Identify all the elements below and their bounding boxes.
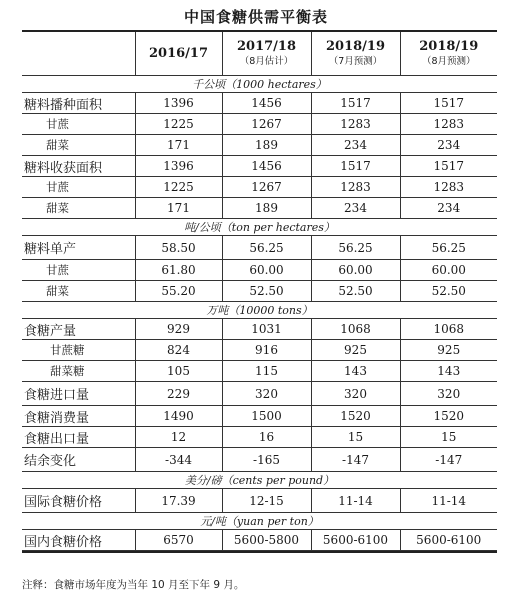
- cell-value: 58.50: [135, 236, 222, 260]
- header-col-2-label: 2017/18: [236, 38, 297, 54]
- header-col-3-sub: （7月预测）: [328, 55, 383, 67]
- row-label: 国际食糖价格: [22, 489, 135, 513]
- table-row-yield: [22, 236, 497, 260]
- document-title: 中国食糖供需平衡表: [183, 8, 328, 26]
- cell-value: 234: [311, 135, 400, 156]
- cell-value: -165: [222, 448, 311, 472]
- cell-value: 17.39: [135, 489, 222, 513]
- cell-value: 1490: [135, 406, 222, 427]
- unit-label: 千公顷（1000 hectares）: [22, 76, 497, 93]
- header-col-1-label: 2016/17: [148, 46, 209, 61]
- cell-value: 1517: [311, 156, 400, 177]
- cell-value: 61.80: [135, 260, 222, 281]
- unit-label: 元/吨（yuan per ton）: [22, 513, 497, 530]
- cell-value: 925: [400, 340, 497, 361]
- cell-value: 929: [135, 319, 222, 340]
- row-label: 食糖产量: [22, 319, 135, 340]
- cell-value: 1283: [311, 177, 400, 198]
- cell-value: 1517: [400, 93, 497, 114]
- row-label: 甜菜: [22, 135, 135, 156]
- header-col-2-sub: （8月估计）: [239, 55, 294, 67]
- cell-value: 52.50: [222, 281, 311, 302]
- header-col-3: [311, 32, 400, 76]
- row-label: 食糖出口量: [22, 427, 135, 448]
- row-label: 糖料收获面积: [22, 156, 135, 177]
- cell-value: 189: [222, 198, 311, 219]
- cell-value: 171: [135, 135, 222, 156]
- header-col-3-label: 2018/19: [325, 38, 386, 54]
- cell-value: 234: [400, 135, 497, 156]
- cell-value: 229: [135, 382, 222, 406]
- table-row-yield-cane: [22, 260, 497, 281]
- cell-value: 16: [222, 427, 311, 448]
- cell-value: 11-14: [400, 489, 497, 513]
- cell-value: 6570: [135, 530, 222, 551]
- unit-row: [22, 472, 497, 489]
- cell-value: 1517: [311, 93, 400, 114]
- cell-value: 143: [400, 361, 497, 382]
- table-row-balance: [22, 448, 497, 472]
- table-row-harvest-area: [22, 156, 497, 177]
- cell-value: 1396: [135, 156, 222, 177]
- cell-value: 5600-6100: [400, 530, 497, 551]
- cell-value: 1267: [222, 114, 311, 135]
- table-row-domestic-price: [22, 530, 497, 551]
- cell-value: 171: [135, 198, 222, 219]
- table-row-consumption: [22, 406, 497, 427]
- header-row-label: [22, 32, 135, 76]
- header-col-1: [135, 32, 222, 76]
- table-row-intl-price: [22, 489, 497, 513]
- row-label: 食糖消费量: [22, 406, 135, 427]
- cell-value: 143: [311, 361, 400, 382]
- cell-value: 5600-5800: [222, 530, 311, 551]
- cell-value: 105: [135, 361, 222, 382]
- cell-value: 56.25: [311, 236, 400, 260]
- row-label: 甘蔗: [22, 260, 135, 281]
- cell-value: 320: [311, 382, 400, 406]
- balance-table-frame: [22, 30, 497, 553]
- header-col-4-sub: （8月预测）: [421, 55, 476, 67]
- cell-value: 925: [311, 340, 400, 361]
- row-label: 甜菜: [22, 281, 135, 302]
- cell-value: 56.25: [400, 236, 497, 260]
- cell-value: 55.20: [135, 281, 222, 302]
- cell-value: 12: [135, 427, 222, 448]
- row-label: 甜菜糖: [22, 361, 135, 382]
- table-row-sown-area: [22, 93, 497, 114]
- cell-value: 1517: [400, 156, 497, 177]
- table-row-harvest-beet: [22, 198, 497, 219]
- unit-label: 美分/磅（cents per pound）: [22, 472, 497, 489]
- table-row-harvest-cane: [22, 177, 497, 198]
- cell-value: 234: [400, 198, 497, 219]
- table-row-beet-sugar: [22, 361, 497, 382]
- cell-value: 1456: [222, 93, 311, 114]
- cell-value: 12-15: [222, 489, 311, 513]
- cell-value: 1283: [400, 114, 497, 135]
- table-header-row: [22, 32, 497, 76]
- row-label: 结余变化: [22, 448, 135, 472]
- cell-value: 1283: [311, 114, 400, 135]
- cell-value: 56.25: [222, 236, 311, 260]
- cell-value: 320: [222, 382, 311, 406]
- cell-value: 1225: [135, 114, 222, 135]
- cell-value: 52.50: [311, 281, 400, 302]
- table-row-sown-beet: [22, 135, 497, 156]
- supply-demand-table: [22, 32, 497, 551]
- cell-value: 1225: [135, 177, 222, 198]
- unit-row: [22, 513, 497, 530]
- cell-value: 1520: [311, 406, 400, 427]
- cell-value: 824: [135, 340, 222, 361]
- unit-label: 万吨（10000 tons）: [22, 302, 497, 319]
- cell-value: 1068: [400, 319, 497, 340]
- cell-value: 916: [222, 340, 311, 361]
- cell-value: 1068: [311, 319, 400, 340]
- cell-value: 1283: [400, 177, 497, 198]
- table-row-yield-beet: [22, 281, 497, 302]
- cell-value: 52.50: [400, 281, 497, 302]
- header-col-2: [222, 32, 311, 76]
- cell-value: 1456: [222, 156, 311, 177]
- row-label: 国内食糖价格: [22, 530, 135, 551]
- cell-value: 234: [311, 198, 400, 219]
- table-row-production: [22, 319, 497, 340]
- header-col-4-label: 2018/19: [419, 38, 479, 54]
- row-label: 甘蔗糖: [22, 340, 135, 361]
- cell-value: 1500: [222, 406, 311, 427]
- unit-row: [22, 219, 497, 236]
- header-col-4: [400, 32, 497, 76]
- row-label: 糖料单产: [22, 236, 135, 260]
- cell-value: -147: [311, 448, 400, 472]
- unit-row: [22, 76, 497, 93]
- row-label: 食糖进口量: [22, 382, 135, 406]
- footnote: 注释：食糖市场年度为当年 10 月至下年 9 月。: [22, 579, 245, 591]
- cell-value: 15: [400, 427, 497, 448]
- cell-value: 5600-6100: [311, 530, 400, 551]
- cell-value: 1031: [222, 319, 311, 340]
- cell-value: 320: [400, 382, 497, 406]
- cell-value: -147: [400, 448, 497, 472]
- table-row-cane-sugar: [22, 340, 497, 361]
- table-row-sown-cane: [22, 114, 497, 135]
- row-label: 甘蔗: [22, 177, 135, 198]
- row-label: 甜菜: [22, 198, 135, 219]
- cell-value: 1520: [400, 406, 497, 427]
- cell-value: 1396: [135, 93, 222, 114]
- table-row-exports: [22, 427, 497, 448]
- cell-value: 11-14: [311, 489, 400, 513]
- unit-label: 吨/公顷（ton per hectares）: [22, 219, 497, 236]
- row-label: 甘蔗: [22, 114, 135, 135]
- unit-row: [22, 302, 497, 319]
- table-row-imports: [22, 382, 497, 406]
- cell-value: 189: [222, 135, 311, 156]
- cell-value: 60.00: [400, 260, 497, 281]
- cell-value: 60.00: [222, 260, 311, 281]
- cell-value: 15: [311, 427, 400, 448]
- cell-value: -344: [135, 448, 222, 472]
- row-label: 糖料播种面积: [22, 93, 135, 114]
- cell-value: 115: [222, 361, 311, 382]
- cell-value: 1267: [222, 177, 311, 198]
- cell-value: 60.00: [311, 260, 400, 281]
